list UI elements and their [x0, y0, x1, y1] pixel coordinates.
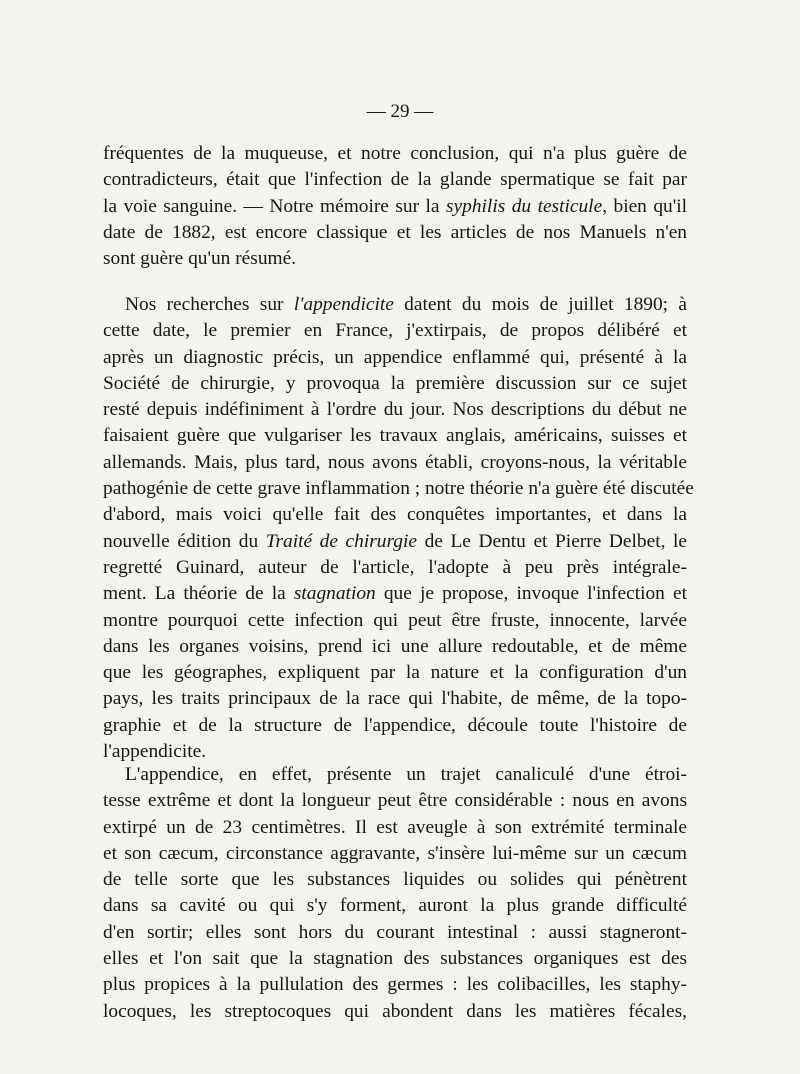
text-line: après un diagnostic précis, un appendice enflammé qui, présenté à la	[103, 346, 687, 368]
italic-title: l'appendicite	[293, 294, 394, 315]
text-line: que les géographes, expliquent par la nature et la configuration d'un	[103, 662, 687, 684]
italic-title: stagnation	[293, 583, 376, 605]
text-line: Nos recherches sur l'appendicite datent du mois de juillet 1890; à	[125, 294, 687, 315]
text-line: fréquentes de la muqueuse, et notre conclusion, qui n'a plus guère de	[103, 143, 687, 164]
text-line: graphie et de la structure de l'appendice, découle toute l'histoire de	[103, 714, 687, 736]
text-line: pays, les traits principaux de la race qui l'habite, de même, de la topo-	[103, 688, 687, 710]
text-line: extirpé un de 23 centimètres. Il est aveugle à son extrémité terminale	[103, 816, 687, 838]
italic-title: Traité de chirurgie	[265, 530, 417, 552]
page-number: — 29 —	[366, 101, 434, 122]
text-line: tesse extrême et dont la longueur peut être considérable : nous en avons	[103, 790, 687, 812]
text-line: d'abord, mais voici qu'elle fait des conquêtes importantes, et dans la	[103, 504, 687, 526]
text-line: d'en sortir; elles sont hors du courant intestinal : aussi stagneront-	[103, 921, 687, 943]
text-line: resté depuis indéfiniment à l'ordre du jour. Nos descriptions du début ne	[103, 399, 687, 421]
text-line: elles et l'on sait que la stagnation des substances organiques est des	[103, 948, 687, 970]
text-line: nouvelle édition du Traité de chirurgie de Le Dentu et Pierre Delbet, le	[103, 530, 687, 552]
text-line: et son cæcum, circonstance aggravante, s'insère lui-même sur un cæcum	[103, 842, 687, 864]
text-line: regretté Guinard, auteur de l'article, l'adopte à peu près intégrale-	[103, 556, 687, 578]
paragraph-3	[103, 762, 687, 1025]
text-line: plus propices à la pullulation des germes : les colibacilles, les staphy-	[103, 974, 687, 996]
text-line: Société de chirurgie, y provoqua la première discussion sur ce sujet	[103, 372, 687, 394]
text-line: la voie sanguine. — Notre mémoire sur la syphilis du testicule, bien qu'il	[103, 195, 688, 217]
text-line: faisaient guère que vulgariser les travaux anglais, américains, suisses et	[103, 425, 687, 447]
text-line: montre pourquoi cette infection qui peut être fruste, innocente, larvée	[103, 609, 687, 631]
text-line: de telle sorte que les substances liquides ou solides qui pénètrent	[103, 869, 687, 891]
paragraph-1	[103, 141, 687, 272]
text-line: contradicteurs, était que l'infection de la glande spermatique se fait par	[103, 169, 687, 191]
text-line: dans sa cavité ou qui s'y forment, auront la plus grande difficulté	[103, 895, 687, 917]
text-line: l'appendicite.	[103, 741, 207, 763]
text-line: locoques, les streptocoques qui abondent dans les matières fécales,	[103, 1000, 687, 1022]
text-line: allemands. Mais, plus tard, nous avons établi, croyons-nous, la véritable	[103, 451, 687, 473]
text-line: dans les organes voisins, prend ici une allure redoutable, et de même	[103, 635, 687, 657]
italic-title: syphilis du testicule	[446, 195, 603, 217]
text-line: L'appendice, en effet, présente un trajet canaliculé d'une étroi-	[125, 764, 687, 785]
paragraph-2	[103, 292, 694, 765]
text-line: sont guère qu'un résumé.	[103, 248, 297, 270]
text-line: pathogénie de cette grave inflammation ; notre théorie n'a guère été discutée	[103, 478, 694, 500]
text-line: cette date, le premier en France, j'extirpais, de propos délibéré et	[103, 320, 687, 342]
text-line: date de 1882, est encore classique et les articles de nos Manuels n'en	[103, 221, 687, 243]
text-line: ment. La théorie de la stagnation que je propose, invoque l'infection et	[103, 583, 687, 605]
